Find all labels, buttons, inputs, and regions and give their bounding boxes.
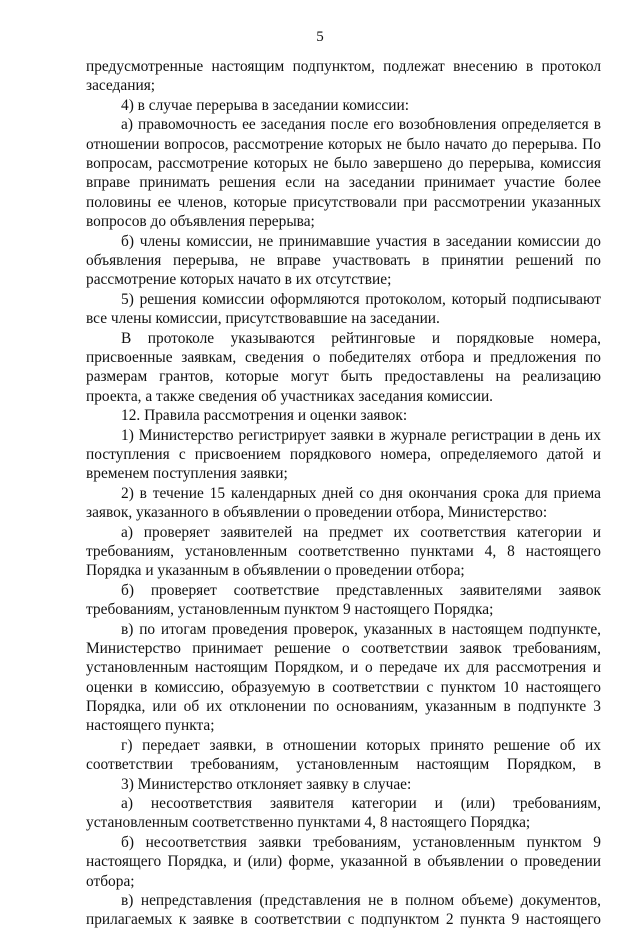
text-line: оценки в комиссию, образуемую в соответствии с пунктом 10 настоящего bbox=[86, 678, 601, 696]
text-line: В протоколе указываются рейтинговые и порядковые номера, bbox=[121, 329, 601, 347]
text-line: все члены комиссии, присутствовавшие на заседании. bbox=[86, 310, 440, 328]
text-line: вправе принимать решения если на заседании принимает участие более bbox=[86, 174, 601, 192]
text-line: Министерство принимает решение о соответствии заявок требованиям, bbox=[86, 639, 601, 657]
text-line: установленным соответственно пунктами 4, 8 настоящего Порядка; bbox=[86, 814, 531, 832]
text-line: в) по итогам проведения проверок, указанных в настоящем подпункте, bbox=[121, 620, 601, 638]
text-line: вопросов до объявления перерыва; bbox=[86, 213, 315, 231]
text-line: отношении вопросов, рассмотрение которых не было начато до перерыва. По bbox=[86, 135, 601, 153]
text-line: присвоенные заявкам, сведения о победителях отбора и предложения по bbox=[86, 348, 601, 366]
text-line: а) несоответствия заявителя категории и (или) требованиям, bbox=[121, 795, 601, 813]
text-line: настоящего Порядка, и (или) форме, указанной в объявлении о проведении bbox=[86, 853, 601, 871]
text-line: временем поступления заявки; bbox=[86, 465, 288, 483]
text-line: заседания; bbox=[86, 77, 156, 95]
text-line: 1) Министерство регистрирует заявки в журнале регистрации в день их bbox=[121, 426, 601, 444]
text-line: предусмотренные настоящим подпунктом, подлежат внесению в протокол bbox=[86, 58, 601, 75]
body-text bbox=[86, 57, 601, 930]
text-line: требованиям, установленным соответственно пунктами 4, 8 настоящего bbox=[86, 542, 601, 560]
text-line: настоящего пункта; bbox=[86, 717, 215, 735]
text-line: 5) решения комиссии оформляются протоколом, который подписывают bbox=[121, 290, 601, 308]
page-number: 5 bbox=[316, 29, 324, 45]
text-line: Порядка, или об их отклонении по основаниям, указанным в подпункте 3 bbox=[86, 698, 601, 716]
text-line: поступления с присвоением порядкового номера, определяемого датой и bbox=[86, 445, 601, 463]
text-line: установленным настоящим Порядком, и о передаче их для рассмотрения и bbox=[86, 659, 601, 677]
text-line: 12. Правила рассмотрения и оценки заявок: bbox=[121, 407, 408, 425]
text-line: прилагаемых к заявке в соответствии с подпунктом 2 пункта 9 настоящего bbox=[86, 911, 601, 929]
text-line: б) проверяет соответствие представленных заявителями заявок bbox=[121, 581, 601, 599]
text-line: 4) в случае перерыва в заседании комиссии: bbox=[121, 96, 409, 114]
text-line: а) правомочность ее заседания после его возобновления определяется в bbox=[121, 116, 601, 134]
text-line: б) несоответствия заявки требованиям, установленным пунктом 9 bbox=[121, 833, 601, 851]
text-line: отбора; bbox=[86, 872, 135, 890]
text-line: в) непредставления (представления не в полном объеме) документов, bbox=[121, 892, 601, 910]
text-line: размерам грантов, которые могут быть предоставлены на реализацию bbox=[86, 368, 601, 386]
text-line: заявок, указанного в объявлении о проведении отбора, Министерство: bbox=[86, 504, 548, 522]
text-line: требованиям, установленным пунктом 9 настоящего Порядка; bbox=[86, 601, 494, 619]
text-line: соответствии требованиям, установленным настоящим Порядком, в bbox=[86, 756, 601, 774]
text-line: Порядка и указанным в объявлении о проведении отбора; bbox=[86, 562, 465, 580]
text-line: 2) в течение 15 календарных дней со дня окончания срока для приема bbox=[121, 484, 601, 502]
text-line: половины ее членов, которые присутствовали при рассмотрении указанных bbox=[86, 193, 601, 211]
text-line: а) проверяет заявителей на предмет их соответствия категории и bbox=[121, 523, 601, 541]
text-line: б) члены комиссии, не принимавшие участия в заседании комиссии до bbox=[121, 232, 601, 250]
text-line: г) передает заявки, в отношении которых принято решение об их bbox=[121, 736, 601, 754]
text-line: объявления перерыва, не вправе участвовать в принятии решений по bbox=[86, 251, 601, 269]
text-line: проекта, а также сведения об участниках заседания комиссии. bbox=[86, 387, 494, 405]
text-line: вопросам, рассмотрение которых не было завершено до перерыва, комиссия bbox=[86, 154, 601, 172]
text-line: 3) Министерство отклоняет заявку в случае: bbox=[121, 775, 412, 793]
text-line: рассмотрение которых начато в их отсутствие; bbox=[86, 271, 392, 289]
